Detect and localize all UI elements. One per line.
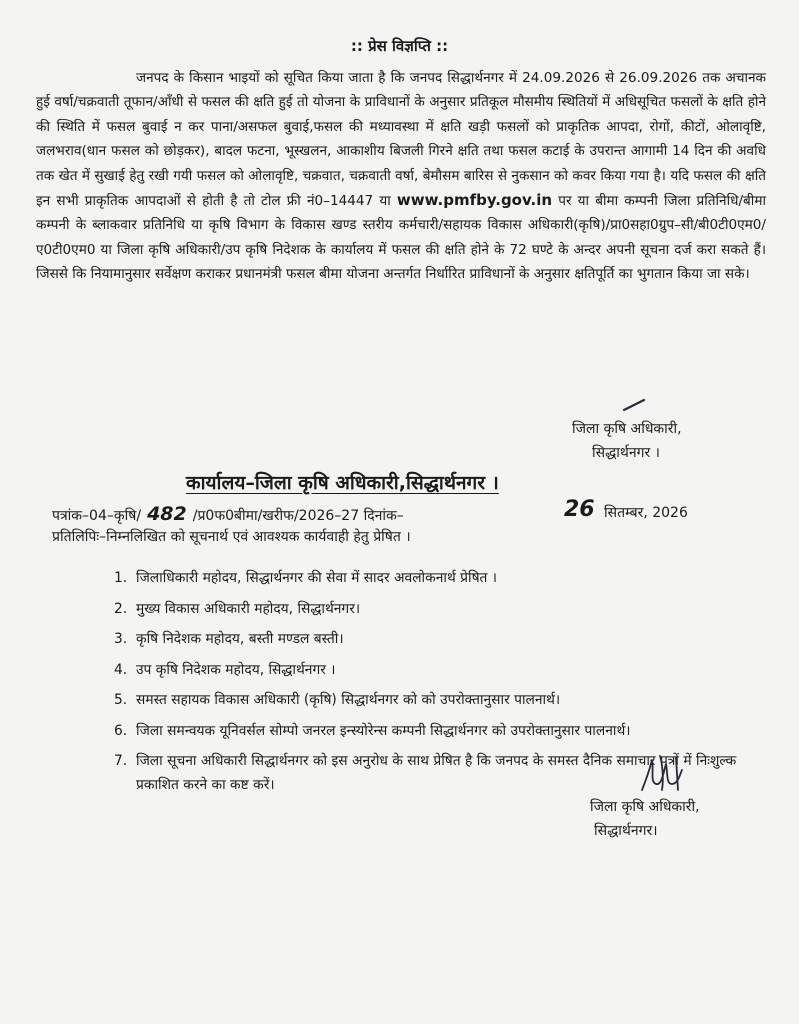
signatory-district: सिद्धार्थनगर। xyxy=(594,823,658,839)
office-title: कार्यालय–जिला कृषि अधिकारी,सिद्धार्थनगर । xyxy=(186,472,499,494)
body-text-part2: पर या बीमा कम्पनी जिला प्रतिनिधि/बीमा कम्पनी के ब्लाकवार प्रतिनिधि या कृषि विभाग के विकास खण्ड स्तरीय कर्मचारी/सहायक विकास अधिकारी(कृषि)/प्रा0सहा0ग्रुप–सी/बी0टी0एम0/ए0टी0एम0 या जिला कृषि अधिकारी/उप कृषि निदेशक के कार्यालय में फसल की क्षति होने के 72 घण्टे के अन्दर अपनी सूचना दर्ज करा सकते हैं। जिससे कि नियामानुसार सर्वेक्षण कराकर प्रधानमंत्री फसल बीमा योजना अन्तर्गत निर्धारित प्राविधानों के अनुसार क्षतिपूर्ति का भुगतान किया जा सके। xyxy=(36,193,766,283)
signatory-designation: जिला कृषि अधिकारी, xyxy=(590,799,700,815)
press-release-body xyxy=(36,66,766,287)
reference-prefix: पत्रांक–04–कृषि/ xyxy=(52,508,142,524)
website-link[interactable]: www.pmfby.gov.in xyxy=(396,191,553,210)
signatory-district: सिद्धार्थनगर । xyxy=(592,445,660,461)
signatory-designation: जिला कृषि अधिकारी, xyxy=(572,421,682,437)
date-handwritten: 26 xyxy=(564,497,595,522)
list-item: 6. जिला समन्वयक यूनिवर्सल सोम्पो जनरल इन्स्योरेन्स कम्पनी सिद्धार्थनगर को उपरोक्तानुसार पालनार्थ। xyxy=(114,722,631,739)
reference-line xyxy=(52,503,404,525)
body-text-part1: जनपद के किसान भाइयों को सूचित किया जाता है कि जनपद सिद्धार्थनगर में 24.09.2026 से 26.09.2026 तक अचानक हुई वर्षा/चक्रवाती तूफान/आँधी से फसल की क्षति हुई तो योजना के प्राविधानों के अनुसार प्रतिकूल मौसमीय स्थितियों में अधिसूचित फसलों के क्षति होने की स्थिति में फसल बुवाई न कर पाना/असफल बुवाई,फसल की मध्यावस्था में क्षति खड़ी फसलों को प्राकृतिक आपदा, रोगों, कीटों, ओलावृष्टि, जलभराव(धान फसल को छोड़कर), बादल फटना, भूस्खलन, आकाशीय बिजली गिरने क्षति तथा फसल कटाई के उपरान्त आगामी 14 दिन की अवधि तक खेत में सुखाई हेतु रखी गयी फसल को ओलावृष्टि, चक्रवात, चक्रवाती वर्षा, बेमौसम बारिस से नुकसान को कवर किया गया है। यदि फसल की क्षति इन सभी प्राकृतिक आपदाओं से होती है तो टोल फ्री नं0–14447 या xyxy=(36,70,766,210)
list-item: 7. जिला सूचना अधिकारी सिद्धार्थनगर को इस अनुरोध के साथ प्रेषित है कि जनपद के समस्त दैनिक समाचार पत्रों में निःशुल्क प्रकाशित करने का कष्ट करें। xyxy=(114,753,737,793)
date-text: सितम्बर, 2026 xyxy=(604,505,688,521)
list-item: 4. उप कृषि निदेशक महोदय, सिद्धार्थनगर । xyxy=(114,661,336,678)
pen-mark-icon xyxy=(622,398,646,412)
handwritten-signature-icon xyxy=(636,750,696,800)
list-item: 5. समस्त सहायक विकास अधिकारी (कृषि) सिद्धार्थनगर को को उपरोक्तानुसार पालनार्थ। xyxy=(114,692,561,708)
copy-to-line: प्रतिलिपिः–निम्नलिखित को सूचनार्थ एवं आवश्यक कार्यवाही हेतु प्रेषित । xyxy=(52,529,411,545)
reference-number-handwritten: 482 xyxy=(147,503,187,525)
press-release-heading: :: प्रेस विज्ञप्ति :: xyxy=(350,37,449,55)
list-item: 2. मुख्य विकास अधिकारी महोदय, सिद्धार्थनगर। xyxy=(114,600,361,617)
list-item: 3. कृषि निदेशक महोदय, बस्ती मण्डल बस्ती। xyxy=(114,631,344,647)
signature-block-2 xyxy=(590,795,700,843)
reference-suffix: /प्र0फ0बीमा/खरीफ/2026–27 दिनांक– xyxy=(192,508,404,524)
list-item: 1. जिलाधिकारी महोदय, सिद्धार्थनगर की सेवा में सादर अवलोकनार्थ प्रेषित । xyxy=(114,570,498,586)
signature-block-1 xyxy=(572,417,682,465)
